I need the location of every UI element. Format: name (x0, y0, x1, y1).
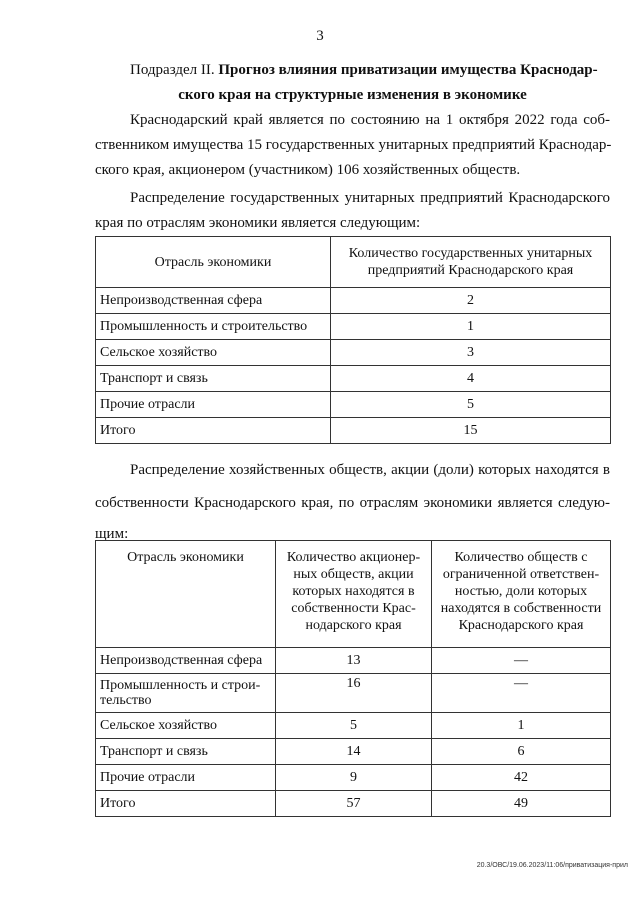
table-cell: 57 (276, 791, 432, 817)
table-row (96, 314, 611, 340)
table-row (96, 739, 611, 765)
table-row (96, 340, 611, 366)
table-cell: 15 (331, 418, 611, 444)
table-row (96, 765, 611, 791)
table-row (96, 791, 611, 817)
paragraph-line: собственности Краснодарского края, по отраслям экономики является следую- (95, 495, 610, 511)
heading-line-1: Прогноз влияния приватизации имущества Краснодар- (218, 62, 598, 78)
paragraph-line: Краснодарский край является по состоянию на 1 октября 2022 года соб- (130, 112, 610, 128)
table-row (96, 674, 611, 713)
table-row (96, 418, 611, 444)
paragraph-line: края по отраслям экономики является следующим: (95, 215, 421, 231)
table-row (96, 366, 611, 392)
table-cell: Прочие отрасли (96, 765, 276, 791)
table-cell: Непроизводственная сфера (96, 648, 276, 674)
table-cell: Непроизводственная сфера (96, 288, 331, 314)
heading-line-2: ского края на структурные изменения в экономике (178, 87, 527, 103)
heading-prefix: Подраздел II. (130, 62, 219, 78)
table-header: Количество государственных унитарных предприятий Краснодарского края (331, 237, 611, 288)
table-cell: 3 (331, 340, 611, 366)
paragraph-line: ственником имущества 15 государственных унитарных предприятий Краснодар- (95, 137, 612, 153)
table-cell: 4 (331, 366, 611, 392)
table-cell: 13 (276, 648, 432, 674)
companies-table (95, 540, 611, 817)
table-cell: 49 (432, 791, 611, 817)
table-row (96, 288, 611, 314)
page-number: 3 (316, 28, 324, 44)
table-cell: Итого (96, 418, 331, 444)
table-row (96, 392, 611, 418)
table-cell: 5 (276, 713, 432, 739)
table-cell: 14 (276, 739, 432, 765)
table-cell: Промышленность и строительство (96, 314, 331, 340)
table-cell: — (432, 674, 611, 713)
table-row (96, 648, 611, 674)
table-row (96, 713, 611, 739)
paragraph-gup-distribution (95, 186, 610, 236)
table-cell: 6 (432, 739, 611, 765)
table-cell: 5 (331, 392, 611, 418)
paragraph-line: щим: (95, 526, 129, 542)
table-cell: 1 (331, 314, 611, 340)
gup-table (95, 236, 611, 444)
paragraph-companies-distribution (95, 458, 610, 547)
section-heading (95, 58, 610, 108)
table-cell: 2 (331, 288, 611, 314)
table-header: Количество обществ с ограниченной ответствен-ностью, доли которых находятся в собственности Краснодарского края (432, 541, 611, 648)
document-footer: 20.3/ОВС/19.06.2023/11:06/приватизация-прил (476, 862, 628, 869)
paragraph-line: ского края, акционером (участником) 106 хозяйственных обществ. (95, 162, 521, 178)
table-cell: Транспорт и связь (96, 366, 331, 392)
table-cell: 42 (432, 765, 611, 791)
table-cell: Промышленность и строи-тельство (96, 674, 276, 713)
table-header: Отрасль экономики (96, 237, 331, 288)
table-cell: Транспорт и связь (96, 739, 276, 765)
table-cell: — (432, 648, 611, 674)
table-cell: 16 (276, 674, 432, 713)
table-header: Отрасль экономики (96, 541, 276, 648)
paragraph-line: Распределение государственных унитарных предприятий Краснодарского (130, 190, 610, 206)
paragraph-ownership (95, 108, 610, 183)
table-header: Количество акционер-ных обществ, акции которых находятся в собственности Крас-нодарского края (276, 541, 432, 648)
table-cell: Прочие отрасли (96, 392, 331, 418)
table-cell: Сельское хозяйство (96, 713, 276, 739)
paragraph-line: Распределение хозяйственных обществ, акции (доли) которых находятся в (130, 462, 610, 478)
table-cell: Сельское хозяйство (96, 340, 331, 366)
table-cell: 9 (276, 765, 432, 791)
table-cell: 1 (432, 713, 611, 739)
table-cell: Итого (96, 791, 276, 817)
